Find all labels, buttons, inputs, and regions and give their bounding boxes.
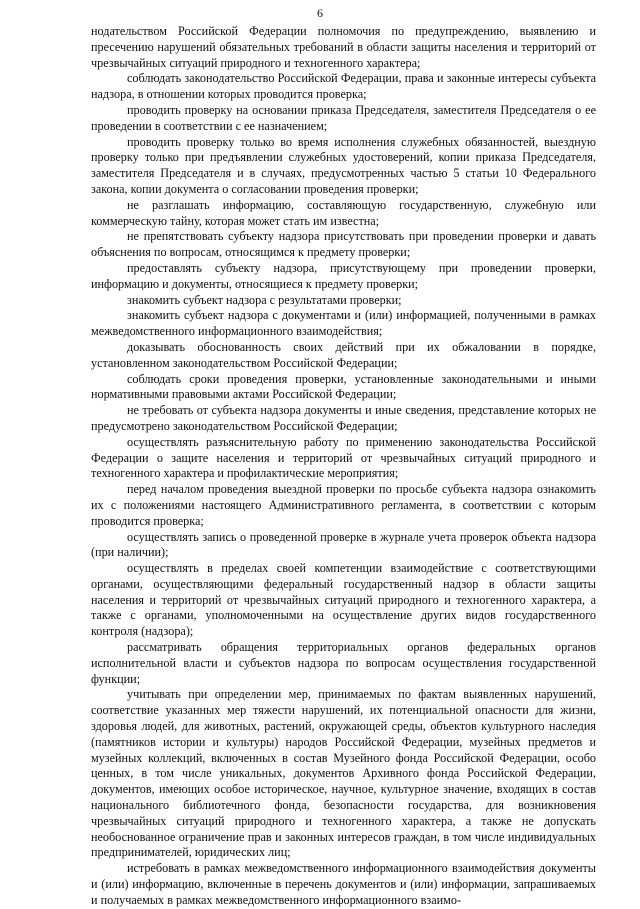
paragraph: истребовать в рамках межведомственного информационного взаимодействия документы и (или) информацию, включенные в перечень документов и (или) информации, запрашиваемых и получаемых в рамках межведомственного информационного взаимо- <box>91 861 596 907</box>
paragraph: знакомить субъект надзора с результатами проверки; <box>127 292 402 307</box>
paragraph: соблюдать законодательство Российской Федерации, права и законные интересы субъекта надзора, в отношении которых проводится проверка; <box>91 71 596 102</box>
paragraph: не требовать от субъекта надзора документы и иные сведения, представление которых не предусмотрено законодательством Российской Федерации; <box>91 403 596 433</box>
paragraph: не разглашать информацию, составляющую государственную, служебную или коммерческую тайну, которая может стать им известна; <box>91 197 596 228</box>
paragraph: перед началом проведения выездной проверки по просьбе субъекта надзора ознакомить их с положениями настоящего Административного регламента, в соответствии с которым проводится проверка; <box>91 482 596 528</box>
paragraph: проводить проверку только во время исполнения служебных обязанностей, выездную проверку только при предъявлении служебных удостоверений, копии приказа Председателя, заместителя Председателя и в случаях, предусмотренных частью 5 статьи 10 Федерального закона, копии документа о согласовании проведения проверки; <box>91 134 596 196</box>
paragraph: проводить проверку на основании приказа Председателя, заместителя Председателя о ее проведении в соответствии с ее назначением; <box>91 102 596 133</box>
paragraph: соблюдать сроки проведения проверки, установленные законодательными и иными нормативными правовыми актами Российской Федерации; <box>91 371 596 402</box>
paragraph: нодательством Российской Федерации полномочия по предупреждению, выявлению и пресечению нарушений обязательных требований в области защиты населения и территорий от чрезвычайных ситуаций природного и техногенного характера; <box>91 24 596 70</box>
paragraph: учитывать при определении мер, принимаемых по фактам выявленных нарушений, соответствие указанных мер тяжести нарушений, их потенциальной опасности для жизни, здоровья людей, для животных, растений, окружающей среды, объектов культурного наследия (памятников истории и культуры) народов Российской Федерации, музейных предметов и музейных коллекций, включенных в состав Музейного фонда Российской Федерации, особо ценных, в том числе уникальных, документов Архивного фонда Российской Федерации, документов, имеющих особое историческое, научное, культурное значение, входящих в состав национального библиотечного фонда, безопасности государства, для возникновения чрезвычайных ситуаций природного и техногенного характера, а также не допускать необоснованное ограничение прав и законных интересов граждан, в том числе индивидуальных предпринимателей, юридических лиц; <box>91 687 596 860</box>
paragraph: доказывать обоснованность своих действий при их обжаловании в порядке, установленном законодательством Российской Федерации; <box>91 339 596 370</box>
paragraph: не препятствовать субъекту надзора присутствовать при проведении проверки и давать объяснения по вопросам, относящимся к предмету проверки; <box>91 229 596 260</box>
document-body <box>91 24 596 909</box>
paragraph: знакомить субъект надзора с документами и (или) информацией, полученными в рамках межведомственного информационного взаимодействия; <box>91 308 596 339</box>
paragraph: предоставлять субъекту надзора, присутствующему при проведении проверки, информацию и документы, относящиеся к предмету проверки; <box>91 260 596 291</box>
paragraph: осуществлять запись о проведенной проверке в журнале учета проверок объекта надзора (при наличии); <box>91 529 596 560</box>
page-number: 6 <box>317 6 323 20</box>
paragraph: осуществлять разъяснительную работу по применению законодательства Российской Федерации о защите населения и территорий от чрезвычайных ситуаций природного и техногенного характера и профилактические мероприятия; <box>91 434 596 481</box>
paragraph: рассматривать обращения территориальных органов федеральных органов исполнительной власти и субъектов надзора по вопросам осуществления государственной функции; <box>91 640 596 686</box>
paragraph: осуществлять в пределах своей компетенции взаимодействие с соответствующими органами, осуществляющими федеральный государственный надзор в области защиты населения и территорий от чрезвычайных ситуаций природного и техногенного характера, а также с органами, уполномоченными на осуществление других видов государственного контроля (надзора); <box>91 561 596 639</box>
